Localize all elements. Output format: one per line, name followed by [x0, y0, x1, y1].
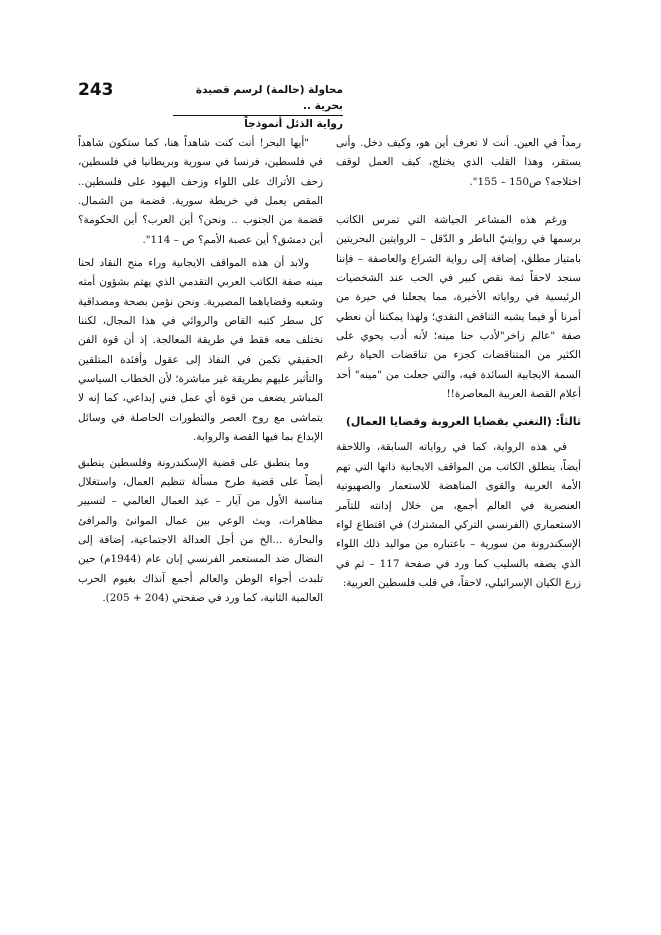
paragraph: ولابد أن هذه المواقف الايجابية وراء منح النقاد لحنا مينه صفة الكاتب العربي التقدمي الذي يهتم بشؤون أمته وشعبه وقضاياهما المصيرية. ونحن نؤمن بصحة ومصداقية كل سطر كتبه القاص والروائي في هذا المجال، لكننا نختلف معه فقط في طريقة المعالجة. إذ أن قوة الفن الحقيقي تكمن في النفاذ إلى عقول وأفئدة المتلقين والتأثير عليهم بطريقة غير مباشرة؛ لأن الخطاب السياسي المباشر يضعف من قوة أي عمل فني إبداعي، كما إنه لا يتماشى مع روح العصر والتطورات الحاصلة في وسائل الإبداع بما فيها القصة والرواية.: [78, 257, 323, 444]
paragraph: وما ينطبق على قضية الإسكندرونة وفلسطين ينطبق أيضاً على قضية طرح مسألة تنظيم العمال، واستغلال مناسبة الأول من آيار – عيد العمال العالمي – لتسيير مظاهرات، وبث الوعي بين عمال الموانئ والمرافئ والبحارة ...الخ من أجل العدالة الاجتماعية، إضافة إلى النضال ضد المستعمر الفرنسي إبان عام (1944م) حين تلبدت أجواء الوطن والعالم أجمع آنذاك بغيوم الحرب العالمية الثانية، كما ورد في صفحتي (204 + 205).: [78, 456, 323, 604]
paragraph-gap: [336, 192, 581, 211]
running-head: [173, 82, 343, 132]
left-column: [78, 134, 323, 608]
section-heading: ثالثاً: (التغني بقضايا العروبة وقضايا العمال): [345, 415, 581, 429]
running-head-title: محاولة (حالمة) لرسم قصيدة بحرية ..: [195, 84, 343, 112]
page-number: 243: [78, 80, 114, 100]
running-head-subtitle: رواية الذئل أنموذجاً: [244, 118, 343, 130]
paragraph: رمداً في العين. أنت لا تعرف أين هو، وكيف دخل. وأنى يستقر، وهذا القلب الذي يختلج، كيف العمل لوقف اختلاجه؟ ص150 – 155".: [336, 137, 581, 188]
paragraph: ورغم هذه المشاعر الجياشة التي تمرس الكاتب برسمها في روايتيّ الباطر و الدّقل – الروايتين البحريتين بامتياز مطلق، إضافة إلى رواية الشراع والعاصفة – فإننا سنجد لاحقاً ثمة نقص كبير في الحب عند الشخصيات الرئيسية في رواياته الأخيرة، مما يجعلنا في حيرة من أمرنا أو فيما يشبه التناقض النقدي؛ ولهذا يمكننا أن نعطي صفة "عالم زاخر"لأدب حنا مينه؛ لأنه أدب يحوي على الكثير من المتناقضات كجزء من تناقضات الحياة رغم السمة الايجابية السائدة فيه، والتي جعلت من "مينه" أحد أعلام القصة العربية المعاصرة!!: [336, 214, 581, 401]
quoted-passage: "أيها البحر! أنت كنت شاهداً هنا، كما ستكون شاهداً في فلسطين، فرنسا في سورية وبريطانيا في فلسطين، زحف الأتراك على اللواء وزحف اليهود على فلسطين.. المقص يعمل في خريطة سورية. قضمة من الشمال. قضمة من الجنوب .. ونحن؟ أين العرب؟ أين الحكومة؟ أين دمشق؟ أين عصبة الأمم؟ ص – 114".: [78, 137, 323, 246]
right-column: [336, 134, 581, 593]
paragraph: في هذه الرواية، كما في رواياته السابقة، واللاحقة أيضاً، ينطلق الكاتب من المواقف الايجابية ذاتها التي تهم الأمة العربية والقوى المناهضة للاستعمار والصهيونية العنصرية في العالم أجمع، من خلال إدانته للتآمر الاستعماري (الفرنسي التركي المشترك) في اقتطاع لواء الإسكندرونة من سورية – باعتباره من مواليد ذلك اللواء الذي يصفه بالسليب كما ورد في صفحة 117 – ثم في زرع الكيان الإسرائيلي، لاحقاً، في قلب فلسطين العربية:: [336, 441, 581, 589]
